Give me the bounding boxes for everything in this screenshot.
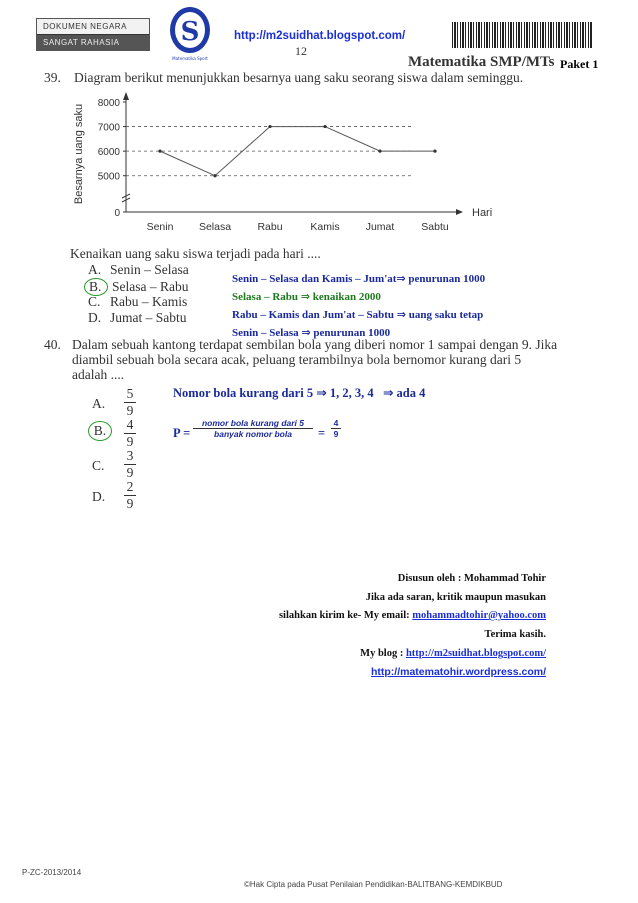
x-axis-arrow xyxy=(456,209,463,215)
email-link[interactable]: mohammadtohir@yahoo.com xyxy=(412,610,546,621)
x-tick-label: Rabu xyxy=(257,221,283,233)
option-text: Rabu – Kamis xyxy=(110,294,188,309)
y-tick-label: 0 xyxy=(114,208,120,219)
logo-icon xyxy=(168,6,212,62)
option-text: Senin – Selasa xyxy=(110,262,189,277)
option-letter: A. xyxy=(88,262,102,277)
q39-notes xyxy=(232,270,485,342)
document-stamp xyxy=(36,18,150,51)
x-tick-label: Selasa xyxy=(198,221,232,233)
q39-note-4: Senin – Selasa ⇒ penurunan 1000 xyxy=(232,326,391,339)
signoff-line-3: silahkan kirim ke- My email: mohammadtohir@yahoo.com xyxy=(278,610,546,621)
q39-option-a[interactable] xyxy=(84,262,224,278)
option-text: Jumat – Sabtu xyxy=(110,310,187,325)
data-point xyxy=(323,125,326,128)
footer-code: P-ZC-2013/2014 xyxy=(22,868,82,877)
option-fraction: $\frac{4}{9}$ xyxy=(124,417,136,450)
option-letter: D. xyxy=(88,310,102,325)
stamp-top-label: DOKUMEN NEGARA xyxy=(43,22,127,31)
footer-copyright: ©Hak Cipta pada Pusat Penilaian Pendidikan-BALITBANG-KEMDIKBUD xyxy=(244,880,503,889)
y-tick-label: 6000 xyxy=(97,147,120,159)
subject-title: Matematika SMP/MTs xyxy=(408,54,555,70)
x-tick-label: Senin xyxy=(146,221,174,233)
q39-chart xyxy=(60,88,510,240)
signoff-thanks: Terima kasih. xyxy=(484,629,546,640)
x-axis-label: Hari xyxy=(472,207,493,219)
option-letter: B. xyxy=(84,278,108,296)
signoff-blog: My blog : http://m2suidhat.blogspot.com/ xyxy=(360,648,546,659)
q39-options xyxy=(84,262,224,326)
q39-note-1: Senin – Selasa dan Kamis – Jum'at⇒ penurunan 1000 xyxy=(232,272,486,285)
formula-lhs: P = xyxy=(173,426,191,440)
signoff-author: Disusun oleh : Mohammad Tohir xyxy=(397,573,546,584)
q40-text-line-3: adalah .... xyxy=(72,367,125,382)
option-text: Selasa – Rabu xyxy=(112,279,189,294)
data-point xyxy=(268,125,271,128)
y-tick-label: 7000 xyxy=(97,122,120,134)
page-number: 12 xyxy=(295,44,307,58)
option-letter: D. xyxy=(92,489,106,504)
blog-link-top[interactable]: http://m2suidhat.blogspot.com/ xyxy=(234,30,406,42)
data-point xyxy=(213,174,216,177)
result-fraction: $\frac{4}{9}$ xyxy=(331,418,341,439)
formula-fraction: nomor bola kurang dari 5 banyak nomor bola xyxy=(193,418,313,439)
q40-number: 40. xyxy=(44,337,61,352)
signoff-line-2: Jika ada saran, kritik maupun masukan xyxy=(365,592,546,603)
svg-text:S: S xyxy=(180,17,200,47)
option-fraction: $\frac{2}{9}$ xyxy=(124,479,136,512)
q39-number: 39. xyxy=(44,70,61,85)
blog-link-bottom[interactable]: http://m2suidhat.blogspot.com/ xyxy=(405,648,546,659)
data-point xyxy=(378,150,381,153)
data-point xyxy=(158,150,161,153)
q40-text-line-1: Dalam sebuah kantong terdapat sembilan bola yang diberi nomor 1 sampai dengan 9. Jika xyxy=(72,337,558,352)
option-letter: A. xyxy=(92,396,106,411)
option-letter: B. xyxy=(88,421,112,441)
data-point xyxy=(433,150,436,153)
q40-note: Nomor bola kurang dari 5 ⇒ 1, 2, 3, 4 ⇒ ada 4 xyxy=(173,385,426,400)
q39-option-b[interactable] xyxy=(84,278,224,294)
q40-text xyxy=(72,337,558,382)
option-fraction: $\frac{3}{9}$ xyxy=(124,448,136,481)
logo-label: Matematika Sport xyxy=(172,56,208,61)
series-line xyxy=(160,127,435,176)
q39-prompt: Kenaikan uang saku siswa terjadi pada hari .... xyxy=(70,246,321,261)
q39-note-3: Rabu – Kamis dan Jum'at – Sabtu ⇒ uang saku tetap xyxy=(232,308,484,321)
option-fraction: $\frac{5}{9}$ xyxy=(124,386,136,419)
x-tick-label: Jumat xyxy=(365,221,395,233)
q39-option-d[interactable] xyxy=(84,310,224,326)
stamp-bottom-label: SANGAT RAHASIA xyxy=(37,34,149,50)
y-axis-arrow xyxy=(123,92,129,100)
y-tick-label: 8000 xyxy=(97,98,120,109)
x-tick-label: Kamis xyxy=(310,221,340,233)
q39-text: Diagram berikut menunjukkan besarnya uang saku seorang siswa dalam seminggu. xyxy=(74,70,524,85)
y-axis-label: Besarnya uang saku xyxy=(73,103,85,205)
q39-option-c[interactable] xyxy=(84,294,224,310)
option-letter: C. xyxy=(92,458,105,473)
x-tick-label: Sabtu xyxy=(421,221,449,233)
q40-text-line-2: diambil sebuah bola secara acak, peluang terambilnya bola bernomor kurang dari 5 xyxy=(72,352,522,367)
barcode xyxy=(452,22,592,48)
option-letter: C. xyxy=(88,294,101,309)
formula-eq: = xyxy=(318,426,326,440)
paket-label: Paket 1 xyxy=(560,57,599,71)
signoff-wordpress xyxy=(371,666,546,678)
y-tick-label: 5000 xyxy=(97,171,120,183)
wordpress-link[interactable]: http://matematohir.wordpress.com/ xyxy=(370,666,546,678)
q39-note-2: Selasa – Rabu ⇒ kenaikan 2000 xyxy=(232,290,381,303)
